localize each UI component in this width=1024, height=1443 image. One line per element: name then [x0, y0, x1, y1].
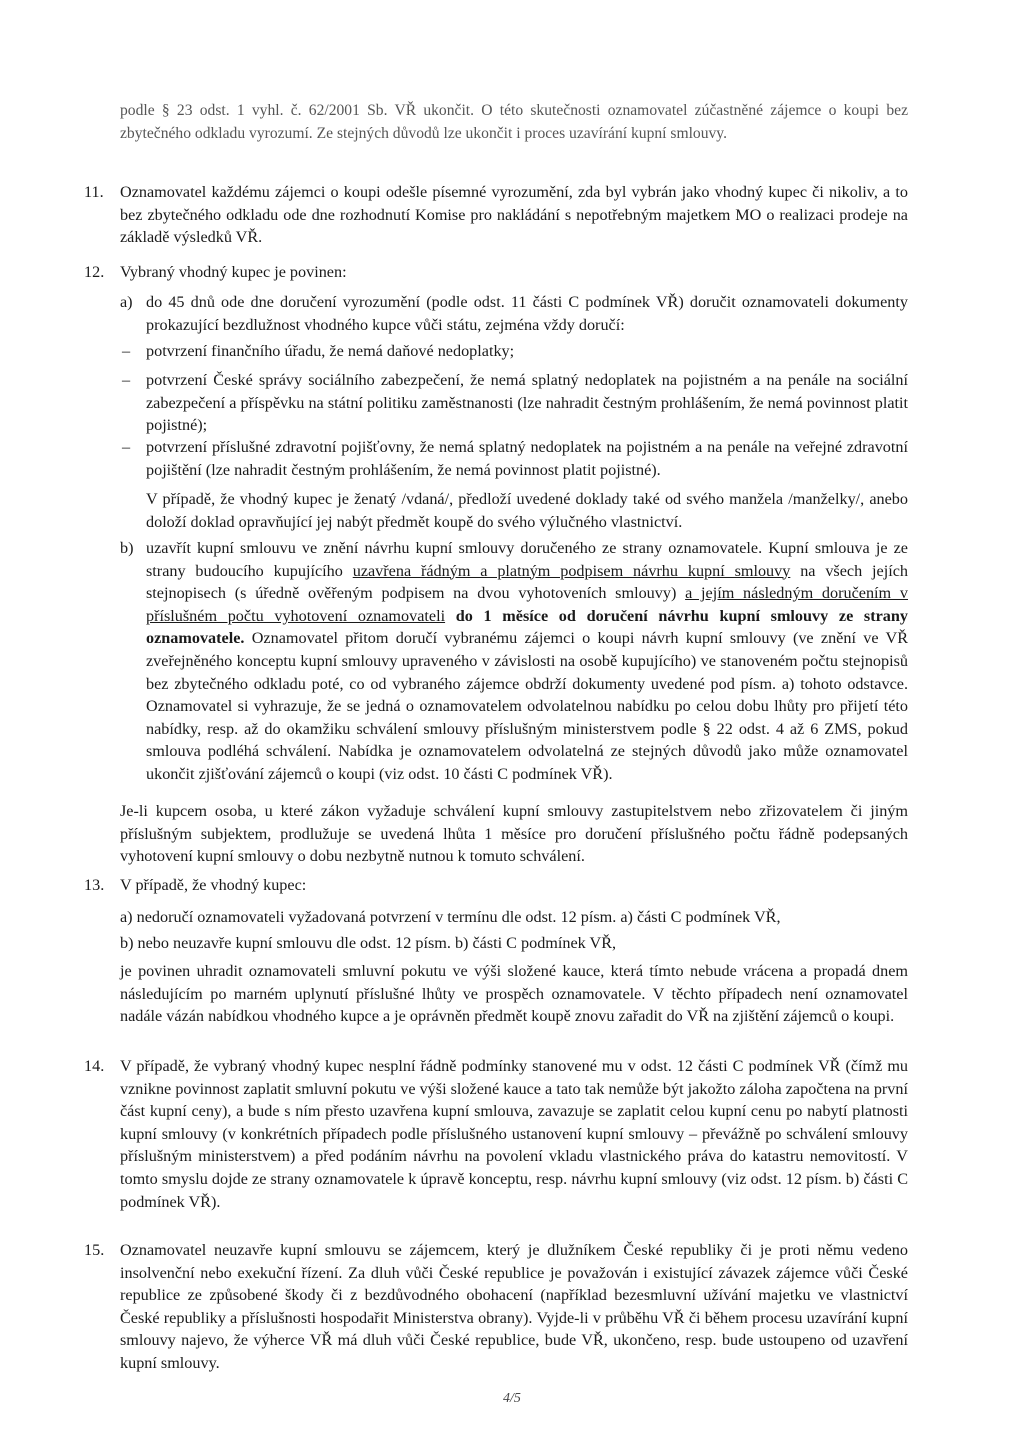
paragraph-13-closing-text: je povinen uhradit oznamovateli smluvní pokutu ve výši složené kauce, která tímto nebude vrácena a propadá dnem následujícím po marném uplynutí příslušné lhůty ve prospěch oznamovatele. V těchto případech není oznamovatel nadále vázán nabídkou vhodného kupce a je oprávněn předmět koupě znovu zařadit do VŘ na zjištění zájemců o koupi. [120, 962, 908, 1026]
paragraph-15-number: 15. [84, 1241, 105, 1259]
bullet-2 [146, 369, 908, 437]
paragraph-14-text: V případě, že vybraný vhodný kupec nesplní řádně podmínky stanovené mu v odst. 12 části C podmínek VŘ (čímž mu vznikne povinnost zaplatit smluvní pokutu ve výši složené kauce a tato tak nemůže být jakožto záloha započtena na první část kupní ceny), a bude s ním přesto uzavřena kupní smlouva, zavazuje se zaplatit celou kupní cenu po nabytí platnosti kupní smlouvy (v konkrétních případech podle příslušného ustanovení kupní smlouvy – převážně po schválení smlouvy příslušným ministerstvem) a před podáním návrhu na povolení vkladu vlastnického práva do katastru nemovitostí. V tomto smyslu dojde ze strany oznamovatele k úpravě konceptu, resp. návrhu kupní smlouvy (viz odst. 12 písm. b) části C podmínek VŘ). [120, 1057, 908, 1211]
continuation-paragraph [120, 100, 908, 145]
item-12b-part1: uzavřít kupní smlouvu ve znění návrhu kupní smlouvy doručeného ze strany oznamovatele. Kupní smlouva je ze strany budoucího kupujícího [146, 539, 908, 580]
paragraph-13-intro-text: V případě, že vhodný kupec: [120, 876, 307, 894]
bullet-3 [146, 436, 908, 481]
paragraph-13-number: 13. [84, 876, 105, 894]
paragraph-11-text: Oznamovatel každému zájemci o koupi odešle písemné vyrozumění, zda byl vybrán jako vhodný kupec či nikoliv, a to bez zbytečného odkladu ode dne rozhodnutí Komise pro nakládání s nepotřebným majetkem MO o realizaci prodeje na základě výsledků VŘ. [120, 183, 908, 247]
item-13b-text: b) nebo neuzavře kupní smlouvu dle odst. 12 písm. b) části C podmínek VŘ, [120, 934, 617, 952]
bullet-2-text: potvrzení České správy sociálního zabezpečení, že nemá splatný nedoplatek na pojistném a na penále na sociální zabezpečení a příspěvku na státní politiku zaměstnanosti (lze nahradit čestným prohlášením, že nemá povinnost platit pojistné); [146, 371, 908, 435]
item-12b-underline-2: a jejím následným doručením v příslušném počtu vyhotovení oznamovateli [146, 584, 908, 625]
page-number: 4/5 [503, 1391, 521, 1406]
item-13a-text: a) nedoručí oznamovateli vyžadovaná potvrzení v termínu dle odst. 12 písm. a) části C podmínek VŘ, [120, 908, 781, 926]
bullet-dash: – [122, 438, 131, 456]
paragraph-12-intro-text: Vybraný vhodný kupec je povinen: [120, 263, 347, 281]
item-12a-text: do 45 dnů ode dne doručení vyrozumění (podle odst. 11 části C podmínek VŘ) doručit oznamovateli dokumenty prokazující bezdlužnost vhodného kupce vůči státu, zejména vždy doručí: [146, 293, 908, 334]
bullet-dash: – [122, 342, 131, 360]
item-12b-label: b) [120, 539, 134, 557]
paragraph-12-closing [120, 800, 908, 868]
paragraph-14 [120, 1055, 908, 1213]
item-12a-label: a) [120, 293, 133, 311]
item-13a [120, 906, 908, 929]
bullet-1-text: potvrzení finančního úřadu, že nemá daňové nedoplatky; [146, 342, 515, 360]
item-12b-bold-deadline: do 1 měsíce od doručení návrhu kupní smlouvy ze strany oznamovatele. [146, 606, 908, 648]
continuation-text: podle § 23 odst. 1 vyhl. č. 62/2001 Sb. VŘ ukončit. O této skutečnosti oznamovatel zúčastněné zájemce o koupi bez zbytečného odkladu vyrozumí. Ze stejných důvodů lze ukončit i proces uzavírání kupní smlouvy. [120, 102, 908, 142]
paragraph-15-text: Oznamovatel neuzavře kupní smlouvu se zájemcem, který je dlužníkem České republiky či je proti němu vedeno insolvenční nebo exekuční řízení. Za dluh vůči České republice je považován i existující závazek zájemce vůči České republice ze způsobené škody či z bezdůvodného obohacení (například bezesmluvní užívání majetku ve vlastnictví České republiky a příslušnosti hospodařit Ministerstva obrany). Vyjde-li v průběhu VŘ či během procesu uzavírání kupní smlouvy najevo, že výherce VŘ má dluh vůči České republice, bude VŘ, ukončeno, resp. bude ustoupeno od uzavření kupní smlouvy. [120, 1241, 908, 1372]
item-12b-underline-1: uzavřena řádným a platným podpisem návrhu kupní smlouvy [352, 561, 791, 580]
paragraph-13-intro [120, 874, 908, 897]
married-clause [146, 488, 908, 533]
paragraph-12-closing-text: Je-li kupcem osoba, u které zákon vyžaduje schválení kupní smlouvy zastupitelstvem nebo zřizovatelem či jiným příslušným subjektem, prodlužuje se uvedená lhůta 1 měsíce pro doručení příslušného počtu řádně podepsaných vyhotovení kupní smlouvy o dobu nezbytně nutnou k tomuto schválení. [120, 802, 908, 866]
bullet-3-text: potvrzení příslušné zdravotní pojišťovny, že nemá splatný nedoplatek na pojistném a na penále na veřejné zdravotní pojištění (lze nahradit čestným prohlášením, že nemá povinnost platit pojistné). [146, 438, 908, 479]
item-12b-text [146, 537, 908, 786]
item-12b-part3: Oznamovatel přitom doručí vybranému zájemci o koupi návrh kupní smlouvy (ve znění ve VŘ zveřejněného konceptu kupní smlouvy upraveného v závislosti na osobě kupujícího) ve stanoveném počtu stejnopisů bez zbytečného odkladu poté, co od vybraného zájemce obdrží dokumenty uvedené pod písm. a) tohoto odstavce. Oznamovatel si vyhrazuje, že se jedná o oznamovatelem odvolatelnou nabídku po celou dobu lhůty pro přijetí této nabídky, resp. až do okamžiku schválení smlouvy příslušným ministerstvem podle § 22 odst. 4 až 6 ZMS, pokud smlouva podléhá schválení. Nabídka je oznamovatelem odvolatelná ze stejných důvodů jako může oznamovatel ukončit zjišťování zájemců o koupi (viz odst. 10 části C podmínek VŘ). [146, 629, 908, 783]
paragraph-13-closing [120, 960, 908, 1028]
paragraph-12-intro [120, 261, 908, 284]
bullet-1 [146, 340, 908, 363]
item-13b [120, 932, 908, 955]
item-12b [146, 537, 908, 786]
item-12a [146, 291, 908, 336]
married-clause-text: V případě, že vhodný kupec je ženatý /vdaná/, předloží uvedené doklady také od svého manžela /manželky/, anebo doloží doklad opravňující jej nabýt předmět koupě do svého výlučného vlastnictví. [146, 490, 908, 531]
paragraph-11-number: 11. [84, 183, 104, 201]
paragraph-14-number: 14. [84, 1057, 105, 1075]
paragraph-15 [120, 1239, 908, 1375]
bullet-dash: – [122, 371, 131, 389]
paragraph-11 [120, 181, 908, 249]
paragraph-12-number: 12. [84, 263, 105, 281]
item-12b-part2: na všech jejích stejnopisech (s úředně ověřeným podpisem na dvou vyhotoveních smlouvy) [146, 561, 909, 603]
